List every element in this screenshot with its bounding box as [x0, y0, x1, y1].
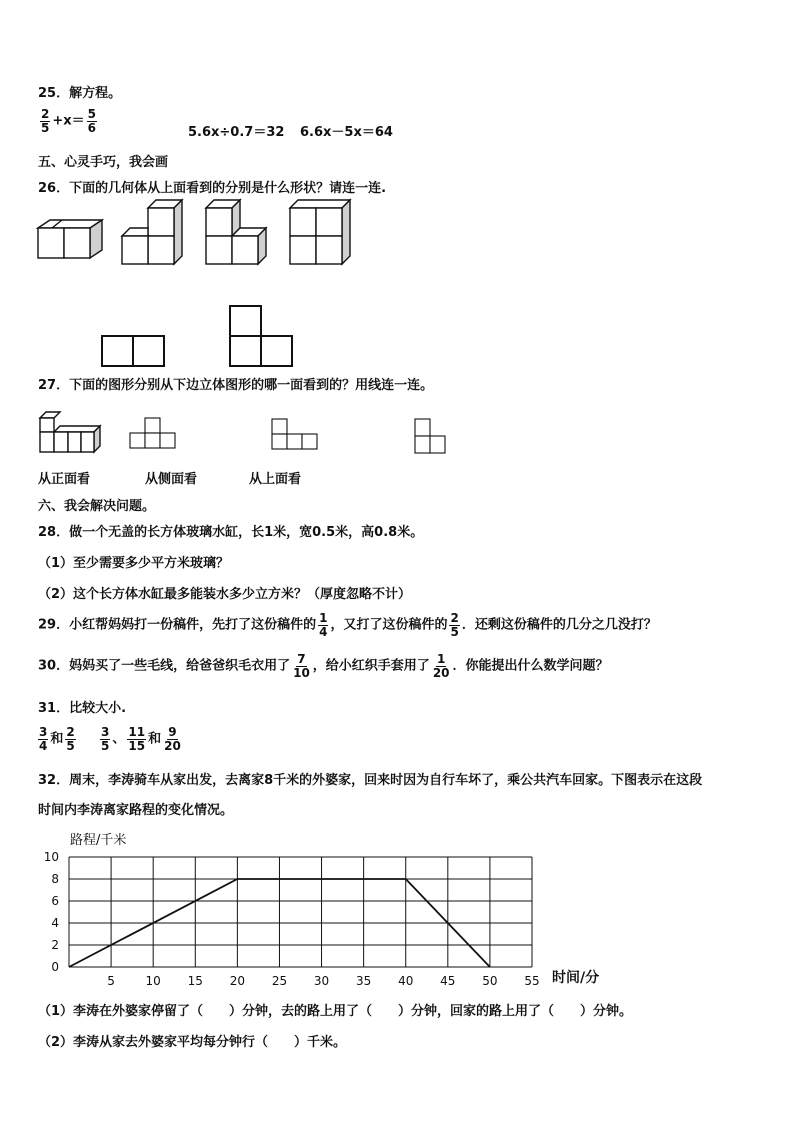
q26-view-l-shape — [229, 305, 293, 367]
q27-view-label-front: 从正面看 — [38, 472, 91, 487]
y-tick-0: 0 — [51, 960, 59, 974]
y-tick-2: 2 — [51, 938, 59, 952]
q27-solid — [40, 410, 100, 452]
q28-part-2: （2）这个长方体水缸最多能装水多少立方米？（厚度忽略不计） — [38, 587, 412, 602]
y-tick-4: 4 — [51, 916, 59, 930]
section-6-heading: 六、我会解决问题。 — [38, 499, 156, 514]
q30-text: 30．妈妈买了一些毛线，给爸爸织毛衣用了 $\frac{7}{10}$ ，给小红织手套用了 $\frac{1}{20}$ ．你能提出什么数学问题？ — [38, 652, 609, 680]
x-tick-20: 20 — [229, 974, 246, 988]
x-tick-30: 30 — [313, 974, 330, 988]
section-5-heading: 五、心灵手巧，我会画 — [38, 155, 169, 170]
q25-equation-1: $\frac{2}{5}$ +x＝ $\frac{5}{6}$ — [41, 107, 96, 135]
y-tick-10: 10 — [43, 850, 59, 864]
y-tick-6: 6 — [51, 894, 59, 908]
q27-view-label-side: 从侧面看 — [145, 472, 198, 487]
q31-title: 31．比较大小. — [38, 701, 127, 716]
distance-time-chart — [30, 828, 630, 993]
q26-title: 26．下面的几何体从上面看到的分别是什么形状？请连一连. — [38, 181, 387, 196]
x-tick-40: 40 — [398, 974, 414, 988]
chart-x-axis-label: 时间/分 — [552, 970, 600, 986]
q26-solid-4 — [290, 200, 352, 264]
x-tick-25: 25 — [271, 974, 288, 988]
q25-equation-2: 5.6x÷0.7＝32 — [188, 125, 285, 140]
q32-line-1: 32．周末，李涛骑车从家出发，去离家8千米的外婆家，回来时因为自行车坏了，乘公共汽车回家。下图表示在这段 — [38, 773, 703, 788]
q27-view-3 — [414, 418, 446, 454]
x-tick-15: 15 — [187, 974, 203, 988]
q26-solid-3 — [206, 200, 268, 264]
q28-part-1: （1）至少需要多少平方米玻璃？ — [38, 556, 230, 571]
chart-grid — [69, 857, 532, 967]
q26-view-two-squares — [101, 335, 165, 367]
q29-text: 29．小红帮妈妈打一份稿件，先打了这份稿件的 $\frac{1}{4}$ ，又打了这份稿件的 $\frac{2}{5}$ ．还剩这份稿件的几分之几没打？ — [38, 611, 657, 639]
q27-view-label-top: 从上面看 — [249, 472, 302, 487]
q26-solid-2 — [122, 200, 184, 264]
q32-line-2: 时间内李涛离家路程的变化情况。 — [38, 803, 234, 818]
y-tick-8: 8 — [51, 872, 59, 886]
q31-compare-1: $\frac{3}{4}$ 和 $\frac{2}{5}$ — [39, 725, 75, 753]
q25-title: 25．解方程。 — [38, 86, 122, 101]
q27-view-2 — [272, 418, 318, 450]
x-tick-5: 5 — [107, 974, 115, 988]
q32-part-1: （1）李涛在外婆家停留了（ ）分钟，去的路上用了（ ）分钟，回家的路上用了（ ）分钟。 — [38, 1004, 633, 1019]
q31-compare-2: $\frac{3}{5}$ 、 $\frac{11}{15}$ 和 $\frac{9}{20}$ — [101, 725, 181, 753]
x-tick-35: 35 — [355, 974, 372, 988]
q27-view-1 — [130, 417, 176, 449]
q32-part-2: （2）李涛从家去外婆家平均每分钟行（ ）千米。 — [38, 1035, 347, 1050]
x-tick-10: 10 — [145, 974, 161, 988]
x-tick-45: 45 — [440, 974, 456, 988]
q26-solid-1 — [38, 216, 102, 262]
chart-y-axis-label: 路程/千米 — [70, 833, 127, 848]
q25-equation-3: 6.6x－5x＝64 — [300, 125, 393, 140]
x-tick-55: 55 — [524, 974, 540, 988]
x-tick-50: 50 — [482, 974, 498, 988]
q27-title: 27．下面的图形分别从下边立体图形的哪一面看到的？用线连一连。 — [38, 378, 434, 393]
q28-title: 28．做一个无盖的长方体玻璃水缸，长1米，宽0.5米，高0.8米。 — [38, 525, 424, 540]
